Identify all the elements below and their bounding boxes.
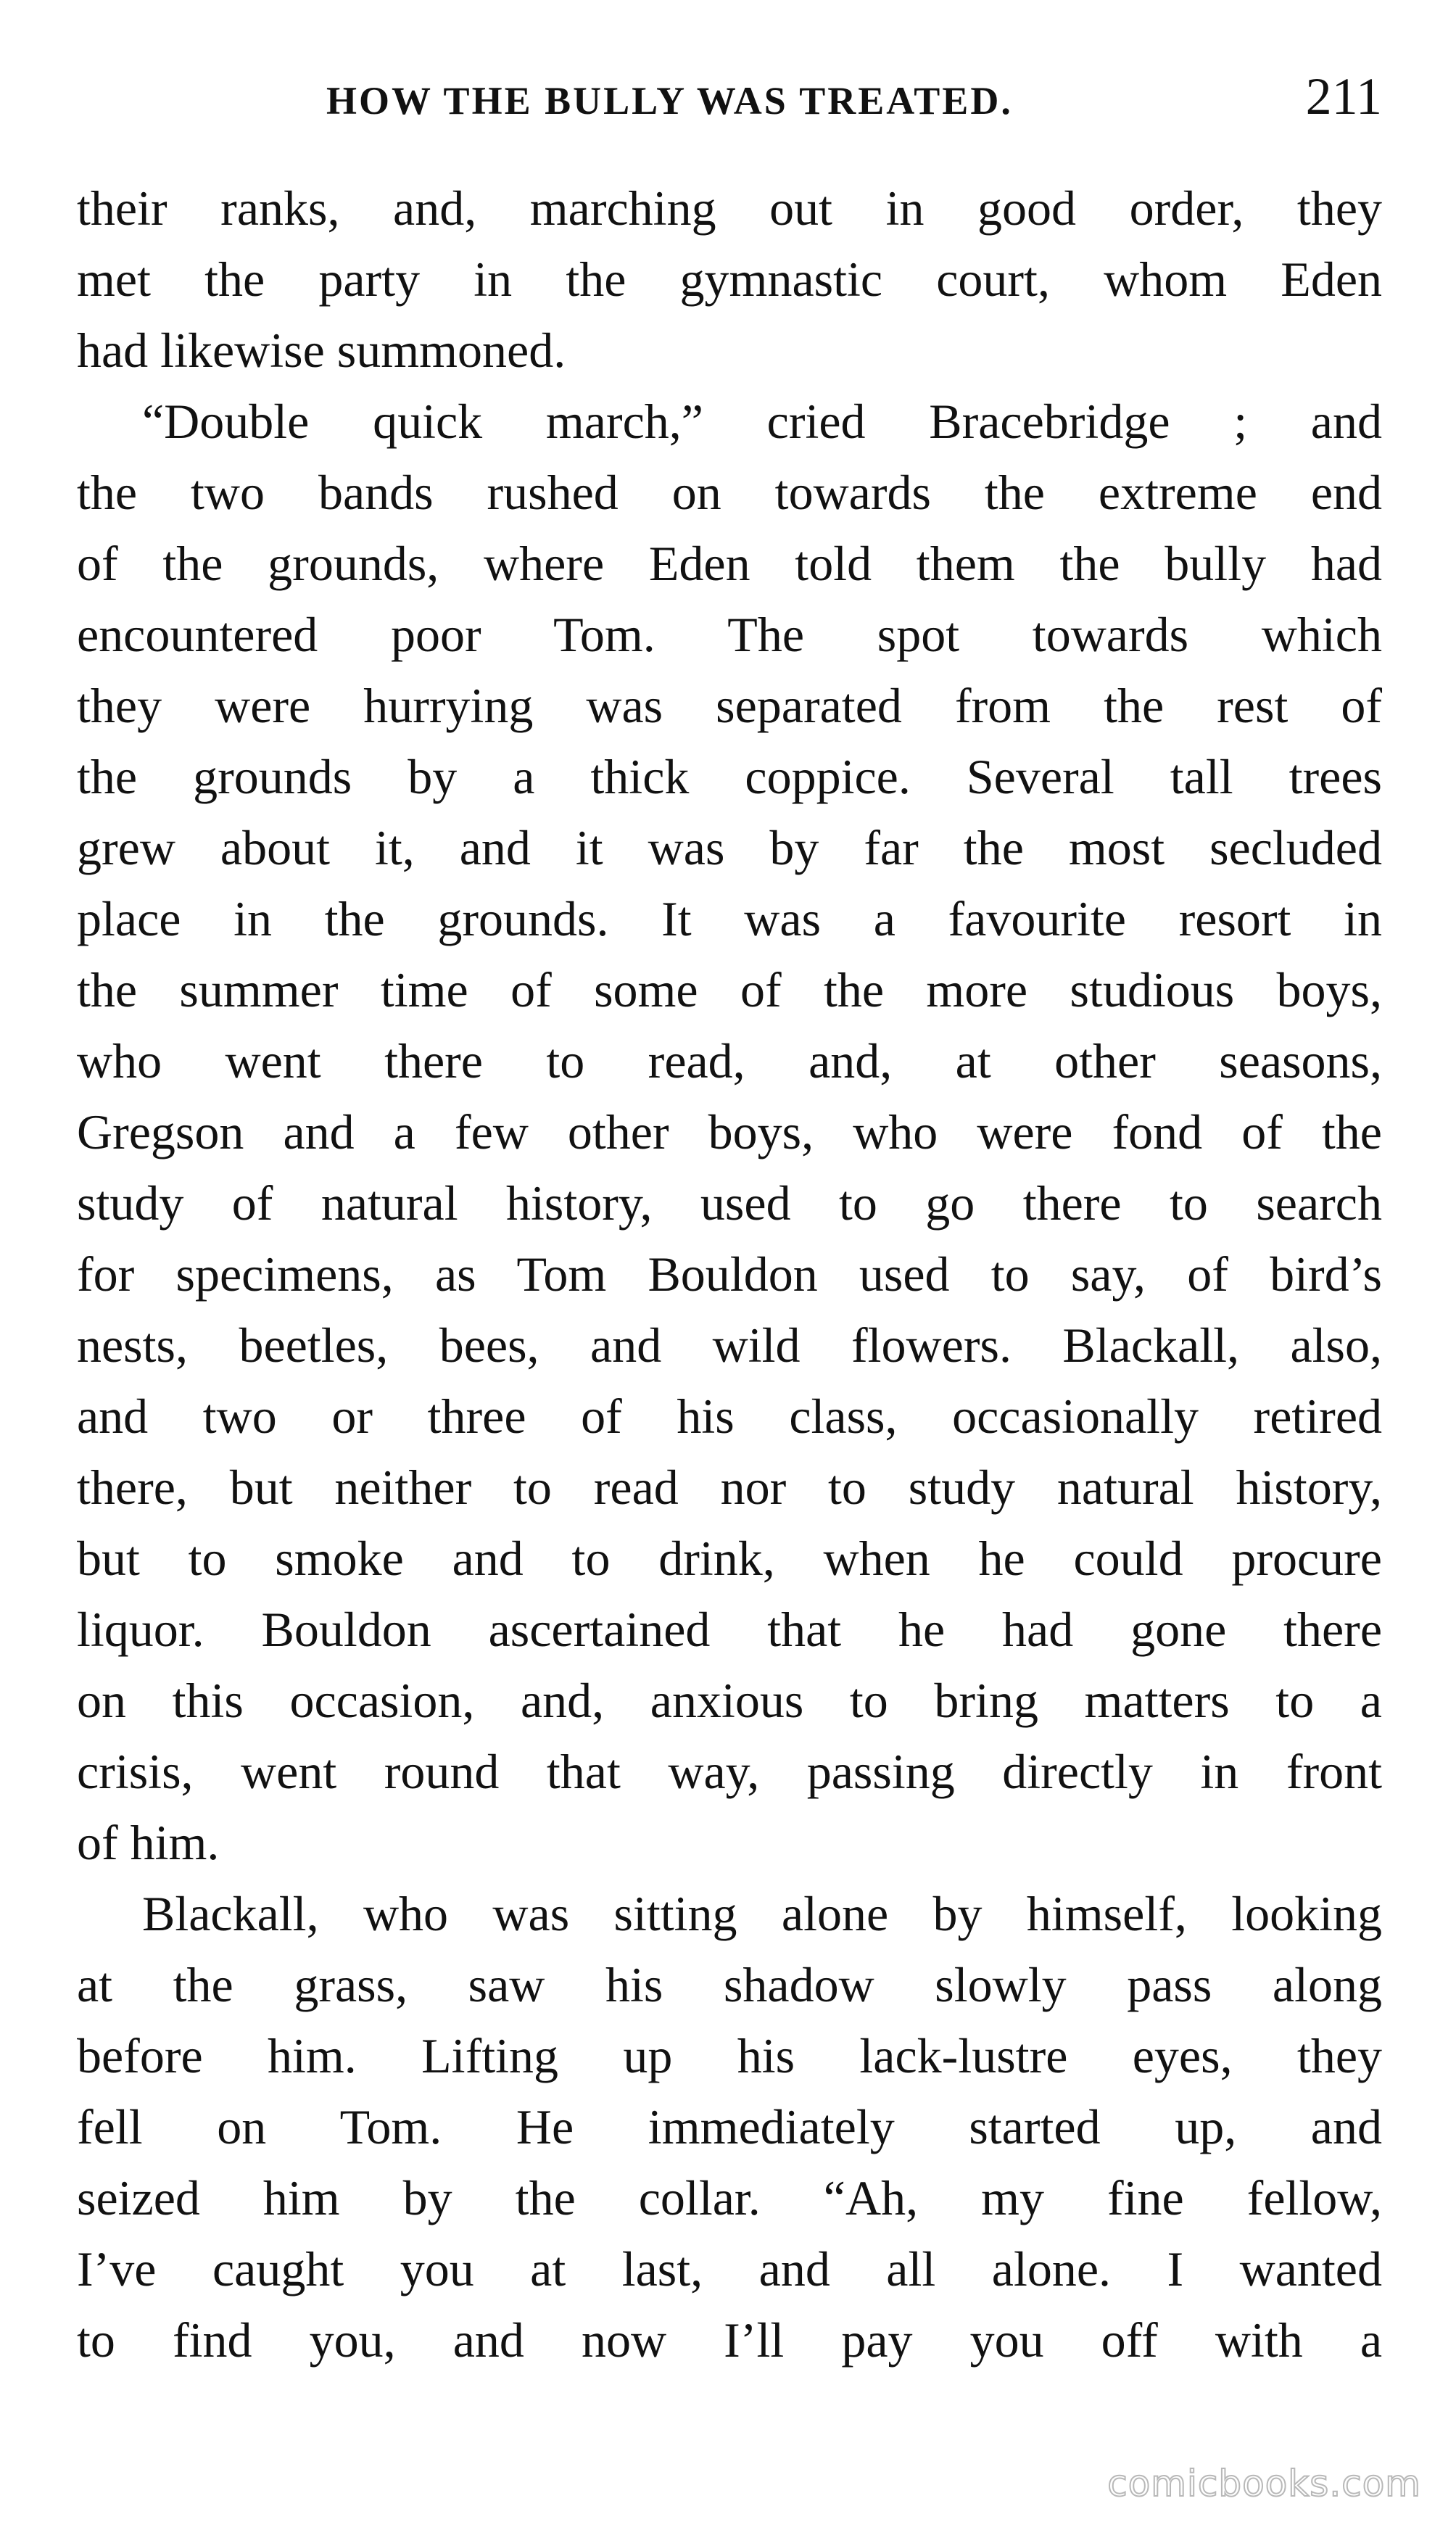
text-line: crisis, went round that way, passing directly in front: [77, 1744, 1382, 1799]
page-number: 211: [1305, 67, 1382, 125]
text-line: who went there to read, and, at other seasons,: [77, 1033, 1382, 1088]
text-line: grew about it, and it was by far the most secluded: [77, 820, 1382, 875]
text-line: liquor. Bouldon ascertained that he had gone there: [77, 1602, 1382, 1657]
text-line: the two bands rushed on towards the extreme end: [77, 465, 1382, 520]
text-line: Gregson and a few other boys, who were fond of the: [77, 1104, 1382, 1159]
text-line: had likewise summoned.: [77, 323, 566, 378]
running-title: HOW THE BULLY WAS TREATED.: [326, 79, 1013, 123]
text-line: “Double quick march,” cried Bracebridge ; and: [142, 394, 1382, 449]
text-line: place in the grounds. It was a favourite resort in: [77, 891, 1382, 946]
text-line: there, but neither to read nor to study natural history,: [77, 1460, 1382, 1515]
watermark: comicbooks.com: [1107, 2463, 1421, 2505]
body-text: [77, 173, 1382, 2376]
text-line: at the grass, saw his shadow slowly pass along: [77, 1957, 1382, 2012]
text-line: for specimens, as Tom Bouldon used to say, of bird’s: [77, 1246, 1382, 1302]
running-head: [77, 67, 1382, 132]
text-line: seized him by the collar. “Ah, my fine fellow,: [77, 2170, 1382, 2225]
text-line: the summer time of some of the more studious boys,: [77, 962, 1382, 1017]
text-line: to find you, and now I’ll pay you off with a: [77, 2312, 1382, 2368]
text-line: nests, beetles, bees, and wild flowers. Blackall, also,: [77, 1318, 1382, 1373]
text-line: of the grounds, where Eden told them the bully had: [77, 536, 1382, 591]
text-line: and two or three of his class, occasionally retired: [77, 1389, 1382, 1444]
text-line: encountered poor Tom. The spot towards which: [77, 607, 1382, 662]
text-line: met the party in the gymnastic court, whom Eden: [77, 252, 1382, 307]
text-line: they were hurrying was separated from the rest of: [77, 678, 1382, 733]
text-line: I’ve caught you at last, and all alone. I wanted: [77, 2241, 1382, 2296]
text-line: but to smoke and to drink, when he could procure: [77, 1531, 1382, 1586]
text-line: before him. Lifting up his lack-lustre eyes, they: [77, 2028, 1382, 2083]
text-line: their ranks, and, marching out in good order, they: [77, 181, 1382, 236]
text-line: study of natural history, used to go there to search: [77, 1175, 1382, 1231]
text-line: of him.: [77, 1815, 220, 1870]
text-line: the grounds by a thick coppice. Several tall trees: [77, 749, 1382, 804]
text-line: Blackall, who was sitting alone by himself, looking: [142, 1886, 1382, 1941]
text-line: fell on Tom. He immediately started up, and: [77, 2099, 1382, 2154]
text-line: on this occasion, and, anxious to bring matters to a: [77, 1673, 1382, 1728]
